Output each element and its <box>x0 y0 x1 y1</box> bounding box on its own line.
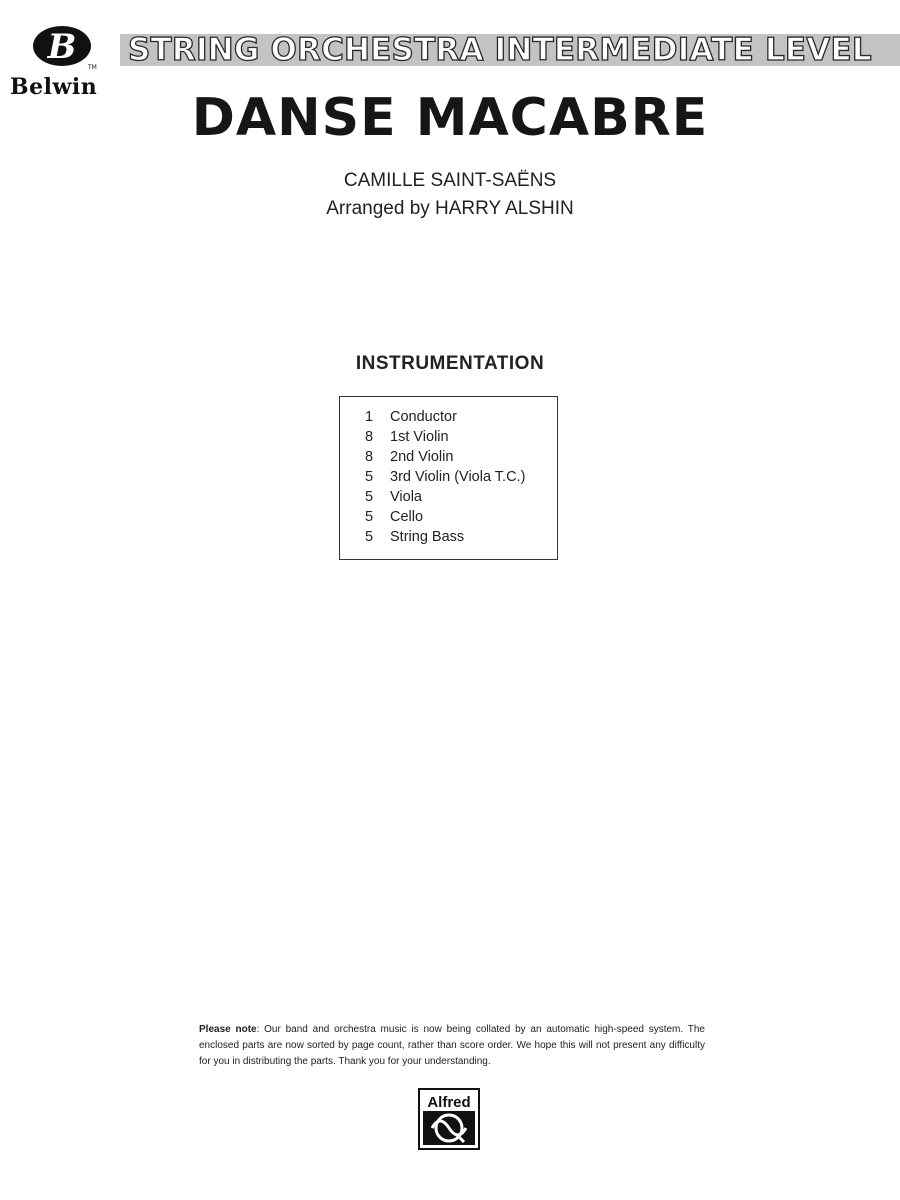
level-banner <box>120 34 900 66</box>
note-text: : Our band and orchestra music is now being collated by an automatic high-speed system. The enclosed parts are now sorted by page count, rather than score order. We hope this will not present any difficulty for you in distributing the parts. Thank you for your understanding. <box>199 1024 705 1067</box>
alfred-logo-icon <box>418 1088 480 1150</box>
alfred-logo-word: Alfred <box>427 1094 471 1111</box>
instrument-name: Viola <box>390 489 422 505</box>
instrument-name: 1st Violin <box>390 429 449 445</box>
instrument-quantity: 8 <box>365 449 374 465</box>
instrument-quantity: 8 <box>365 429 374 445</box>
instrument-quantity: 5 <box>365 489 374 505</box>
instrumentation-heading: INSTRUMENTATION <box>355 353 545 374</box>
instrument-quantity: 5 <box>365 509 374 525</box>
instrument-name: Cello <box>390 509 424 525</box>
instrument-name: String Bass <box>390 529 465 545</box>
composer-name: CAMILLE SAINT-SAËNS <box>343 170 557 191</box>
instrument-quantity: 5 <box>365 469 374 485</box>
level-banner-text: STRING ORCHESTRA INTERMEDIATE LEVEL <box>128 32 872 68</box>
instrument-name: 2nd Violin <box>390 449 454 465</box>
instrument-quantity: 5 <box>365 529 374 545</box>
collation-note <box>199 1022 705 1070</box>
instrument-quantity: 1 <box>365 409 374 425</box>
page-title: DANSE MACABRE <box>191 88 709 148</box>
note-label: Please note <box>199 1024 257 1035</box>
belwin-mark-letter: B <box>47 27 77 67</box>
belwin-mark-icon <box>32 24 97 71</box>
trademark-symbol: TM <box>88 64 97 71</box>
instrumentation-box <box>339 396 558 560</box>
arranger-credit: Arranged by HARRY ALSHIN <box>326 198 574 219</box>
instrument-name: 3rd Violin (Viola T.C.) <box>390 469 526 485</box>
publisher-name: Belwin <box>10 74 98 100</box>
instrument-name: Conductor <box>390 409 457 425</box>
